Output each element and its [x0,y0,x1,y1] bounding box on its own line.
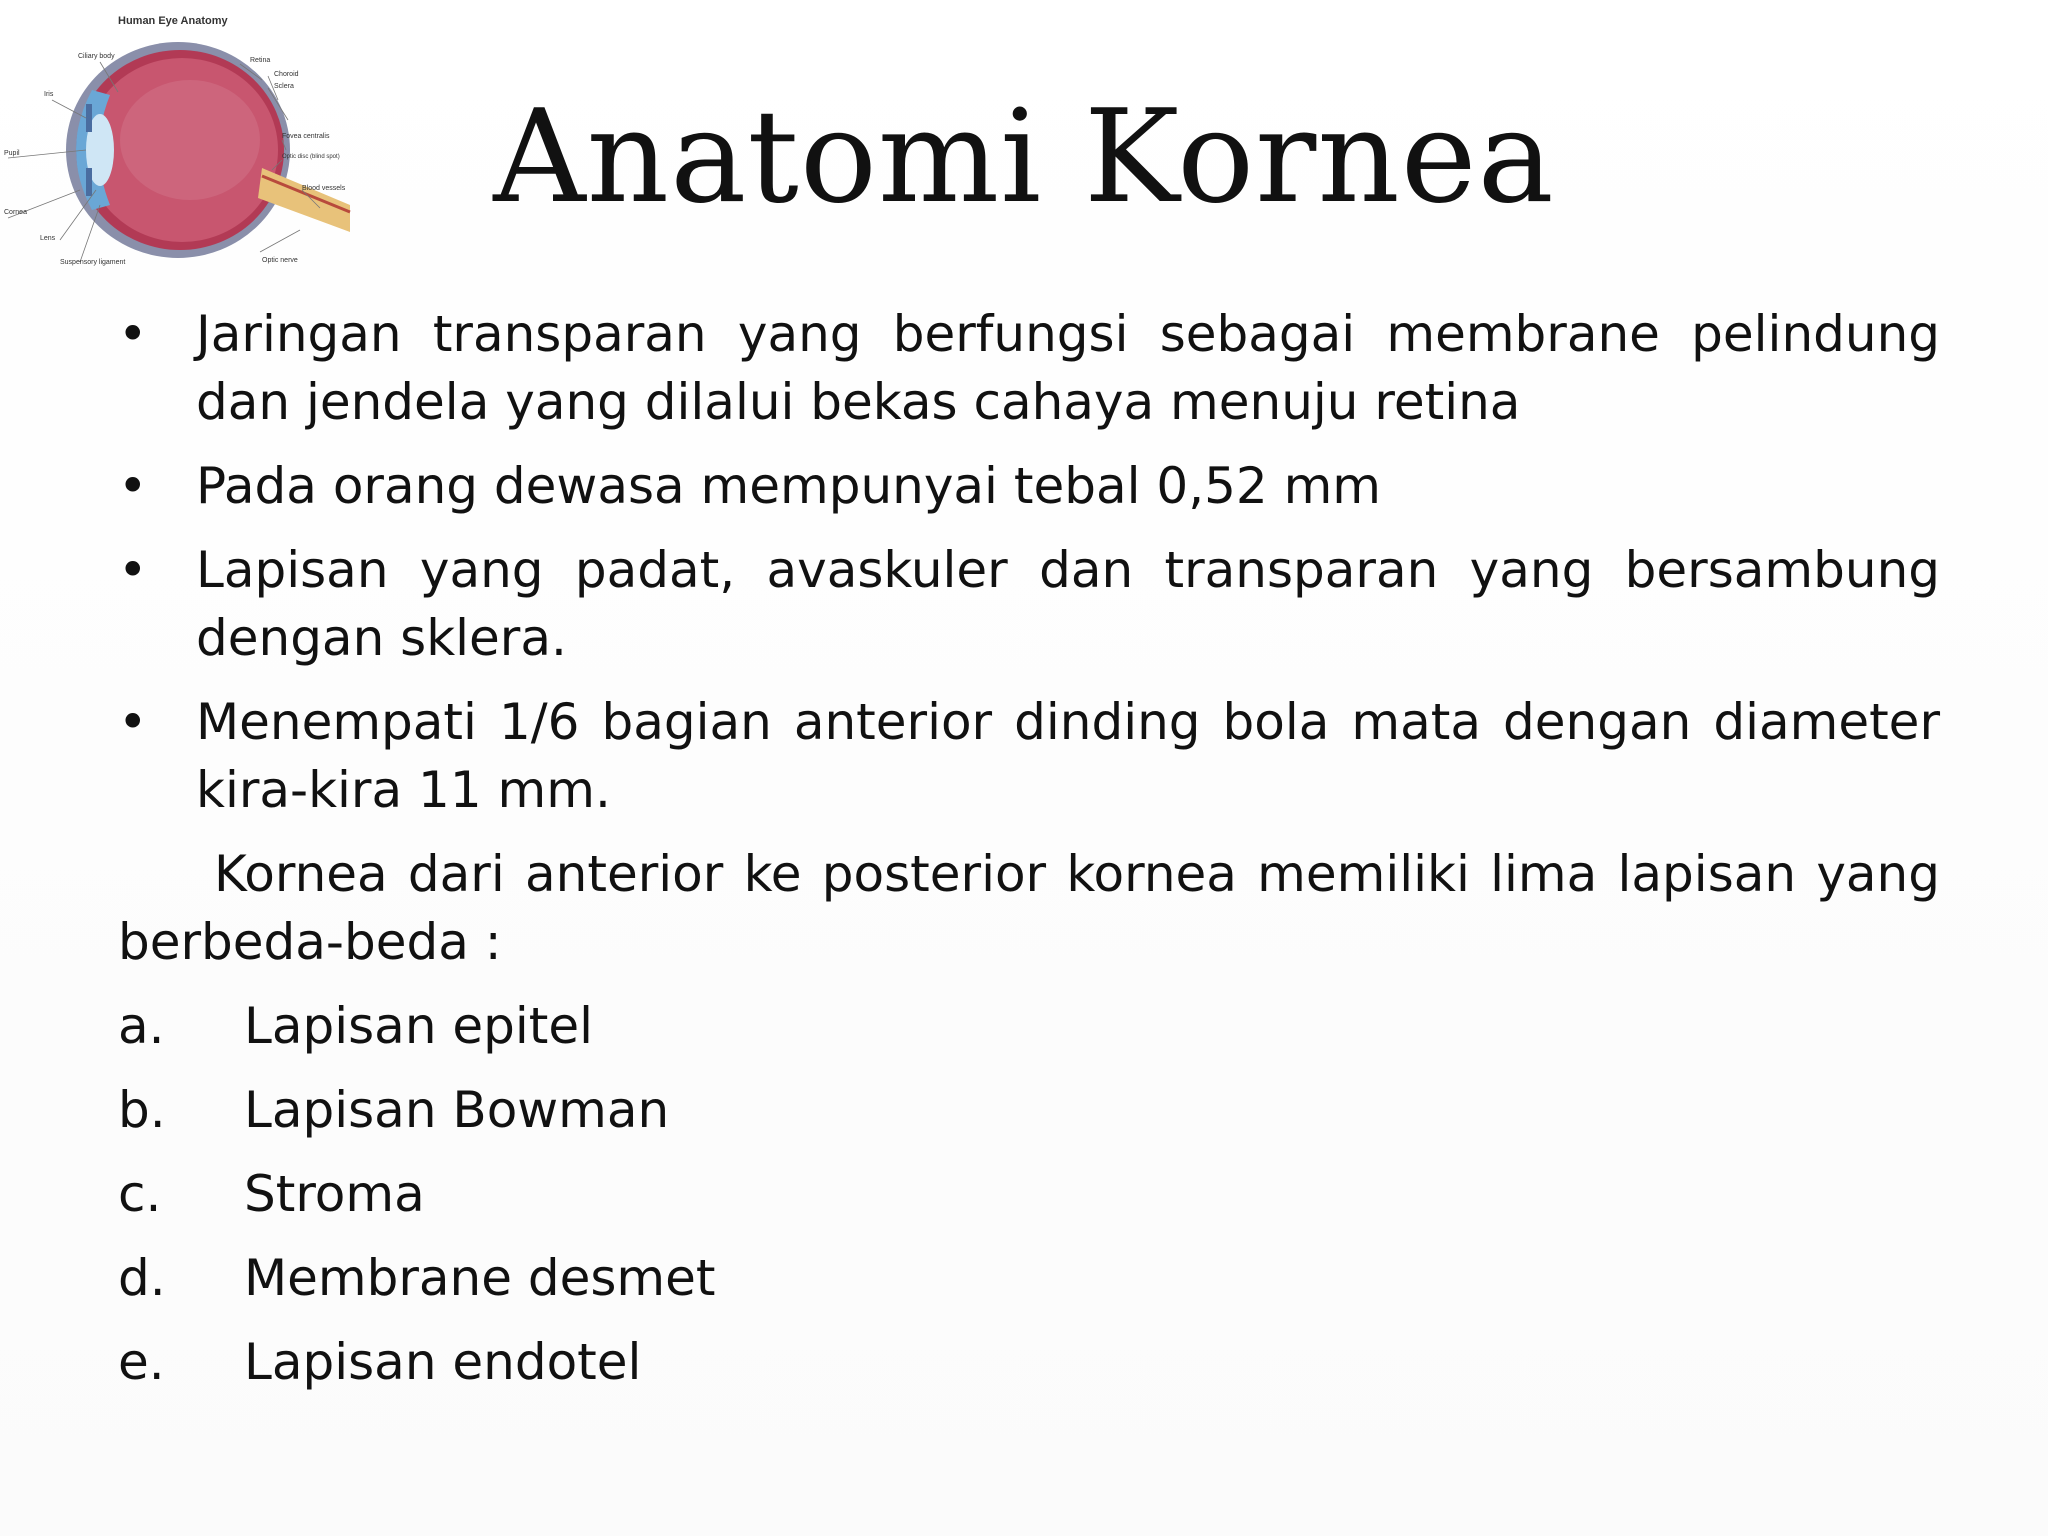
bullet-item [118,452,1940,520]
bullet-item [118,536,1940,672]
layer-marker: a. [118,997,165,1055]
bullet-list [118,300,1940,824]
label-lens: Lens [40,235,56,242]
layer-item [118,992,1940,1060]
bullet-text: Lapisan yang padat, avaskuler dan transparan yang bersambung dengan sklera. [196,541,1940,667]
label-retina: Retina [250,57,271,64]
intro-paragraph: Kornea dari anterior ke posterior kornea memiliki lima lapisan yang berbeda-beda : [118,845,1940,971]
layer-marker: e. [118,1333,165,1391]
layer-text: Lapisan endotel [244,1333,642,1391]
layer-item [118,1076,1940,1144]
slide-content [118,300,1940,1412]
label-optic-nerve: Optic nerve [262,257,298,264]
bullet-text: Jaringan transparan yang berfungsi sebagai membrane pelindung dan jendela yang dilalui bekas cahaya menuju retina [196,305,1940,431]
layer-text: Stroma [244,1165,425,1223]
label-iris: Iris [44,91,54,98]
bullet-dot: • [118,305,148,363]
layer-marker: d. [118,1249,166,1307]
bullet-item [118,688,1940,824]
figure-caption: Human Eye Anatomy [118,15,228,27]
bullet-dot: • [118,693,148,751]
label-cornea: Cornea [4,209,27,216]
label-pupil: Pupil [4,150,20,157]
layer-item [118,1160,1940,1228]
bullet-dot: • [118,457,148,515]
bullet-item [118,300,1940,436]
bullet-text: Menempati 1/6 bagian anterior dinding bola mata dengan diameter kira-kira 11 mm. [196,693,1940,819]
label-optic-disc: Optic disc (blind spot) [282,154,340,160]
slide-title: Anatomi Kornea [493,83,1555,232]
label-blood-vessels: Blood vessels [302,185,346,192]
layer-marker: c. [118,1165,162,1223]
layer-list [118,992,1940,1396]
label-sclera: Sclera [274,83,294,90]
layer-text: Lapisan epitel [244,997,594,1055]
label-fovea-centralis: Fovea centralis [282,133,330,140]
bullet-dot: • [118,541,148,599]
label-suspensory-ligament: Suspensory ligament [60,259,126,266]
label-choroid: Choroid [274,71,299,78]
layer-text: Membrane desmet [244,1249,716,1307]
layer-marker: b. [118,1081,166,1139]
layer-item [118,1244,1940,1312]
layer-text: Lapisan Bowman [244,1081,670,1139]
label-ciliary-body: Ciliary body [78,53,115,60]
bullet-text: Pada orang dewasa mempunyai tebal 0,52 mm [196,457,1382,515]
layer-item [118,1328,1940,1396]
